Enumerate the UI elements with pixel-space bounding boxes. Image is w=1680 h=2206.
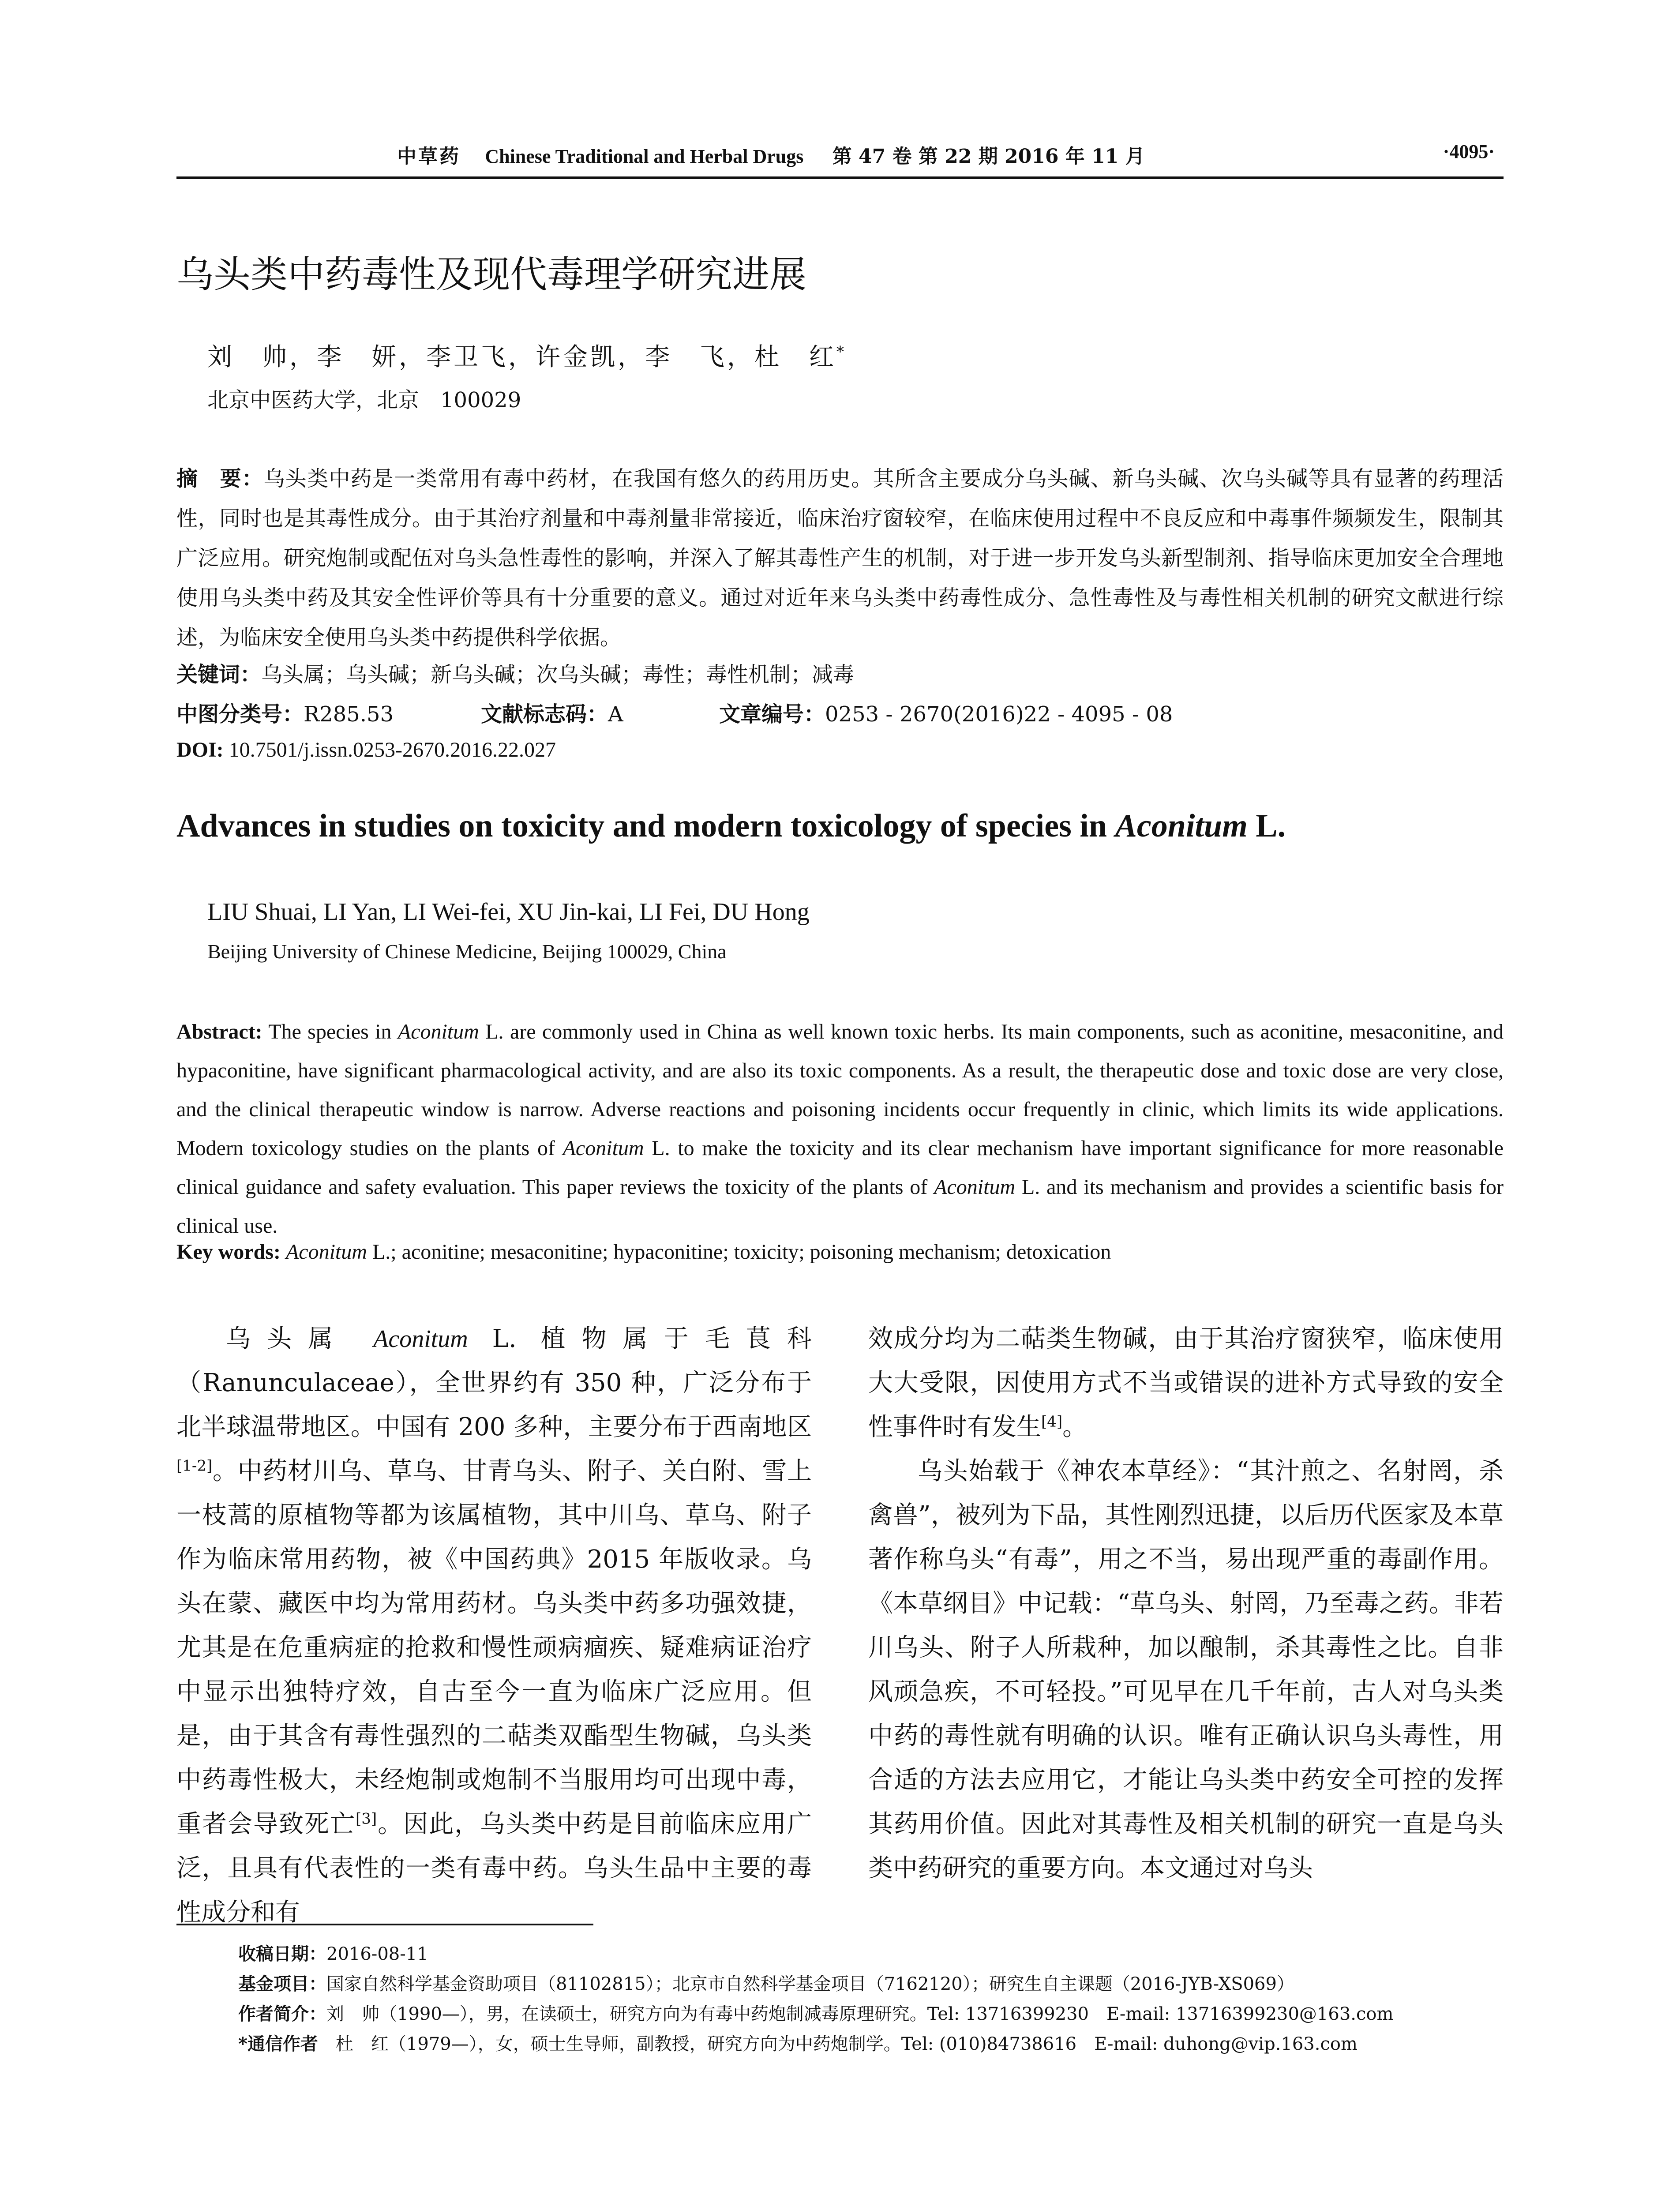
citation-ref[interactable]: [4] — [1041, 1413, 1063, 1431]
doi-label: DOI: — [176, 738, 224, 762]
citation-ref[interactable]: [1-2] — [176, 1457, 213, 1475]
cn-author-list: 刘 帅，李 妍，李卫飞，许金凯，李 飞，杜 红 — [207, 343, 836, 371]
body-paragraph: 乌头始载于《神农本草经》：“其汁煎之、名射罔，杀禽兽”，被列为下品，其性刚烈迅捷，以后历代医家及本草著作称乌头“有毒”，用之不当，易出现严重的毒副作用。《本草纲目》中记载：“草乌头、射罔，乃至毒之药。非若川乌头、附子人所栽种，加以酿制，杀其毒性之比。自非风顽急疾，不可轻投。”可见早在几千年前，古人对乌头类中药的毒性就有明确的认识。唯有正确认识乌头毒性，用合适的方法去应用它，才能让乌头类中药安全可控的发挥其药用价值。因此对其毒性及相关机制的研究一直是乌头类中药研究的重要方向。本文通过对乌头 — [868, 1457, 1504, 1883]
cn-abstract — [176, 459, 1504, 657]
genus-name: Aconitum — [398, 1020, 479, 1043]
en-title — [176, 807, 1286, 845]
body-text: 效成分均为二萜类生物碱，由于其治疗窗狭窄，临床使用大大受限，因使用方式不当或错误的进补方式导致的安全性事件时有发生 — [868, 1324, 1504, 1441]
en-abstract-text: The species in — [262, 1020, 398, 1043]
en-title-suffix: L. — [1247, 808, 1286, 844]
genus-name: Aconitum — [373, 1325, 468, 1353]
genus-name: Aconitum — [934, 1175, 1016, 1199]
en-title-text: Advances in studies on toxicity and modern toxicology of species in — [176, 808, 1115, 844]
footnote-text: 国家自然科学基金资助项目（81102815）；北京市自然科学基金项目（7162120）；研究生自主课题（2016-JYB-XS069） — [326, 1974, 1294, 1994]
classification-line — [176, 697, 1504, 728]
en-authors: LIU Shuai, LI Yan, LI Wei-fei, XU Jin-kai, LI Fei, DU Hong — [207, 898, 810, 926]
body-text: 。中药材川乌、草乌、甘青乌头、附子、关白附、雪上一枝蒿的原植物等都为该属植物，其中川乌、草乌、附子作为临床常用药物，被《中国药典》2015 年版收录。乌头在蒙、藏医中均为常用药材。乌头类中药多功强效捷，尤其是在危重病症的抢救和慢性顽病痼疾、疑难病证治疗中显示出独特疗效，自古至今一直为临床广泛应用。但是，由于其含有毒性强烈的二萜类双酯型生物碱，乌头类中药毒性极大，未经炮制或炮制不当服用均可出现中毒，重者会导致死亡 — [176, 1457, 812, 1838]
cn-abstract-text: 乌头类中药是一类常用有毒中药材，在我国有悠久的药用历史。其所含主要成分乌头碱、新乌头碱、次乌头碱等具有显著的药理活性，同时也是其毒性成分。由于其治疗剂量和中毒剂量非常接近，临床治疗窗较窄，在临床使用过程中不良反应和中毒事件频频发生，限制其广泛应用。研究炮制或配伍对乌头急性毒性的影响，并深入了解其毒性产生的机制，对于进一步开发乌头新型制剂、指导临床更加安全合理地使用乌头类中药及其安全性评价等具有十分重要的意义。通过对近年来乌头类中药毒性成分、急性毒性及与毒性相关机制的研究文献进行综述，为临床安全使用乌头类中药提供科学依据。 — [176, 466, 1504, 650]
doi — [176, 738, 556, 762]
body-text: 。 — [1062, 1413, 1088, 1441]
running-head — [176, 140, 1504, 179]
footnote-text: 2016-08-11 — [326, 1944, 428, 1964]
cn-affiliation: 北京中医药大学，北京 100029 — [207, 388, 521, 413]
cn-abstract-label: 摘 要： — [176, 466, 264, 491]
clc-field — [176, 697, 481, 728]
footnotes — [238, 1939, 1518, 2059]
cn-keywords-label: 关键词： — [176, 662, 262, 687]
doc-code-field — [481, 697, 719, 728]
genus-name: Aconitum — [285, 1240, 367, 1264]
footnote-text: 杜 红（1979—），女，硕士生导师，副教授，研究方向为中药炮制学。Tel: (010)84738616 E-mail: duhong@vip.163.com — [318, 2034, 1358, 2054]
doc-code-label: 文献标志码： — [481, 702, 608, 727]
en-abstract-text: L. and its mechanism and provides a scientific basis for clinical use. — [176, 1175, 1504, 1238]
footnote-received — [238, 1939, 1518, 1969]
en-affiliation: Beijing University of Chinese Medicine, Beijing 100029, China — [207, 940, 727, 963]
footnote-corresponding — [238, 2029, 1518, 2059]
article-no-field — [719, 697, 1173, 728]
footnote-fund — [238, 1969, 1518, 1999]
citation-ref[interactable]: [3] — [355, 1810, 377, 1828]
cn-keywords — [176, 657, 854, 688]
en-keywords-label: Key words: — [176, 1240, 281, 1264]
body-column-right — [868, 1317, 1504, 1891]
doi-value: 10.7501/j.issn.0253-2670.2016.22.027 — [229, 738, 556, 762]
en-title-genus: Aconitum — [1115, 808, 1248, 844]
en-abstract — [176, 1013, 1504, 1246]
journal-name-en: Chinese Traditional and Herbal Drugs — [485, 146, 804, 167]
corresponding-mark: * — [836, 343, 847, 361]
body-text: 乌头属 — [226, 1324, 374, 1353]
en-keywords — [176, 1240, 1111, 1264]
footnote-label: 收稿日期： — [238, 1943, 326, 1964]
clc-value: R285.53 — [304, 702, 394, 727]
en-keywords-text: L.; aconitine; mesaconitine; hypaconitine; toxicity; poisoning mechanism; detoxication — [367, 1240, 1111, 1264]
article-no-value: 0253 - 2670(2016)22 - 4095 - 08 — [825, 702, 1173, 727]
journal-issue: 第 47 卷 第 22 期 2016 年 11 月 — [832, 145, 1145, 168]
footnote-author — [238, 1999, 1518, 2029]
doc-code-value: A — [608, 702, 623, 727]
en-abstract-text: L. are commonly used in China as well known toxic herbs. Its main components, such as aconitine, mesaconitine, and hypaconitine, have significant pharmacological activity, and are also its toxic components. As a result, the therapeutic dose and toxic dose are very close, and the clinical therapeutic window is narrow. Adverse reactions and poisoning incidents occur frequently in clinic, which limits its wide applications. Modern toxicology studies on the plants of — [176, 1020, 1504, 1160]
footnote-label: *通信作者 — [238, 2033, 318, 2054]
page-number: ·4095· — [1443, 141, 1495, 162]
body-paragraph — [176, 1317, 812, 1935]
journal-info — [397, 140, 1145, 169]
body-paragraph — [868, 1317, 1504, 1449]
en-abstract-text: L. to make the toxicity and its clear mechanism have important significance for more reasonable clinical guidance and safety evaluation. This paper reviews the toxicity of the plants of — [176, 1137, 1504, 1199]
cn-authors — [207, 338, 847, 373]
cn-title: 乌头类中药毒性及现代毒理学研究进展 — [176, 253, 807, 296]
footnote-divider — [176, 1924, 593, 1925]
clc-label: 中图分类号： — [176, 702, 304, 727]
body-text: 。因此，乌头类中药是目前临床应用广泛，且具有代表性的一类有毒中药。乌头生品中主要的毒性成分和有 — [176, 1810, 812, 1927]
footnote-label: 作者简介： — [238, 2003, 326, 2024]
footnote-label: 基金项目： — [238, 1973, 326, 1994]
article-no-label: 文章编号： — [719, 702, 825, 727]
en-abstract-label: Abstract: — [176, 1020, 262, 1043]
body-text: L. 植物属于毛茛科（Ranunculaceae），全世界约有 350 种，广泛分布于北半球温带地区。中国有 200 多种，主要分布于西南地区 — [176, 1324, 812, 1441]
cn-keywords-text: 乌头属；乌头碱；新乌头碱；次乌头碱；毒性；毒性机制；减毒 — [261, 662, 855, 687]
footnote-text: 刘 帅（1990—），男，在读硕士，研究方向为有毒中药炮制减毒原理研究。Tel: 13716399230 E-mail: 13716399230@163.com — [326, 2004, 1394, 2024]
genus-name: Aconitum — [562, 1137, 644, 1160]
body-column-left — [176, 1317, 812, 1935]
journal-name-cn: 中草药 — [397, 145, 461, 168]
